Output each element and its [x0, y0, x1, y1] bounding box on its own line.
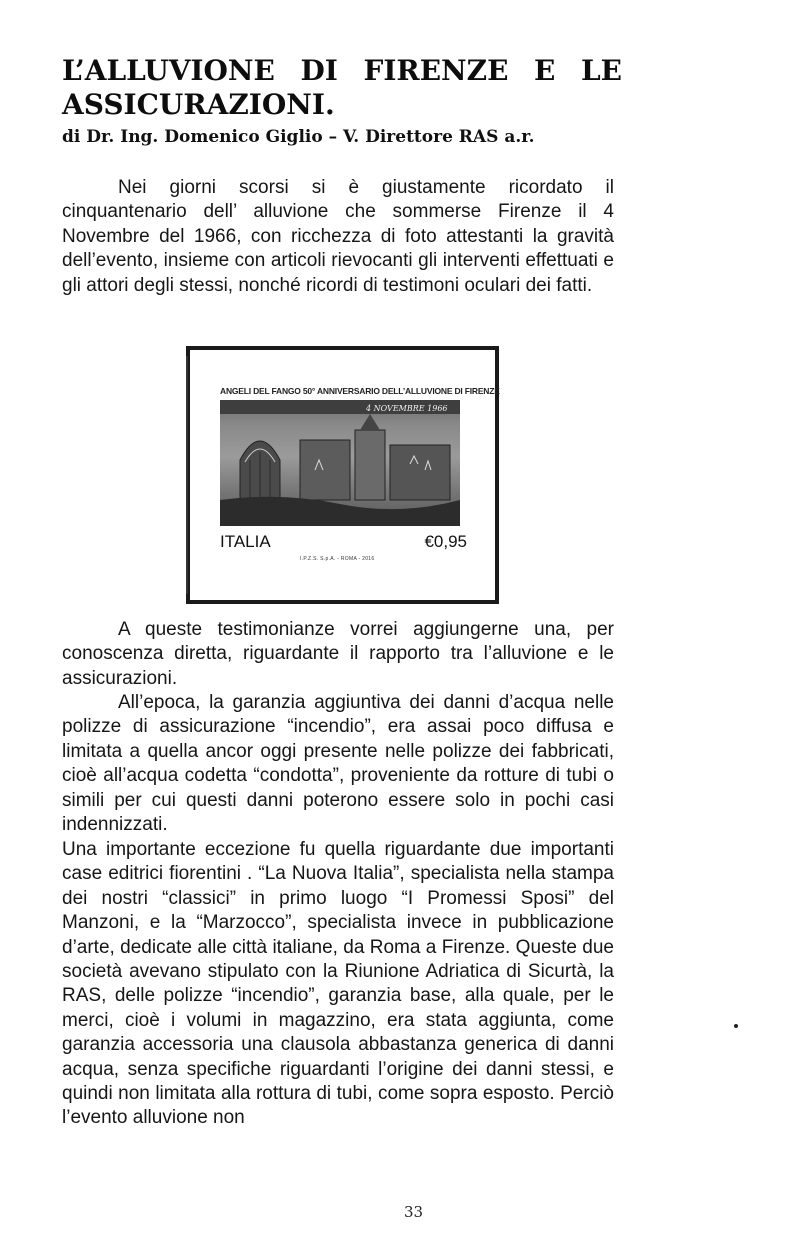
scan-speck: [734, 1024, 738, 1028]
tower-roof: [360, 414, 380, 430]
flood-water: [220, 497, 460, 526]
stamp-figure: [186, 346, 499, 604]
stamp-value: €0,95: [424, 532, 467, 551]
paragraph-2: A queste testimonianze vorrei aggiungerne una, per conoscenza diretta, riguardante il rapporto tra l’alluvione e le assicurazioni.: [62, 619, 614, 689]
stamp-header: ANGELI DEL FANGO 50° ANNIVERSARIO DELL’ALLUVIONE DI FIRENZE: [220, 386, 500, 396]
article-byline: di Dr. Ing. Domenico Giglio – V. Direttore RAS a.r.: [62, 127, 535, 147]
stamp-drawing: [220, 400, 460, 526]
stamp-country: ITALIA: [220, 532, 271, 551]
building-2: [355, 430, 385, 500]
building-1: [300, 440, 350, 500]
paragraph-3: All’epoca, la garanzia aggiuntiva dei danni d’acqua nelle polizze di assicurazione “incendio”, era assai poco diffusa e limitata a quella ancor oggi presente nelle polizze dei fabbricati, cioè all’acqua codetta “condotta”, proveniente da rotture di tubi o simili per cui questi danni poterono essere solo in pochi casi indennizzati.: [62, 692, 614, 836]
stamp-illustration: [220, 400, 460, 526]
paragraph-4: Una importante eccezione fu quella riguardante due importanti case editrici fiorentini . “La Nuova Italia”, specialista nella stampa dei nostri “classici” in primo luogo “I Promessi Sposi” del Manzoni, e la “Marzocco”, specialista invece in pubblicazione d’arte, dedicate alle città italiane, da Roma a Firenze. Queste due società avevano stipulato con la Riunione Adriatica di Sicurtà, la RAS, delle polizze “incendio”, garanzia base, alla quale, per le merci, cioè i volumi in magazzino, era stata aggiunta, come garanzia accessoria una clausola abbastanza generica di danni acqua, senza specifiche riguardanti l’origine dei danni stessi, e quindi non limitata alla rottura di tubi, come sopra esposto. Perciò l’evento alluvione non: [62, 839, 614, 1129]
article-title-line-2: ASSICURAZIONI.: [62, 88, 335, 121]
stamp-date: 4 NOVEMBRE 1966: [366, 404, 448, 413]
building-3: [390, 445, 450, 500]
article-title-line-1: L’ALLUVIONE DI FIRENZE E LE: [62, 54, 622, 87]
paragraph-1: Nei giorni scorsi si è giustamente ricordato il cinquantenario dell’ alluvione che sommerse Firenze il 4 Novembre del 1966, con ricchezza di foto attestanti la gravità dell’evento, insieme con articoli rievocanti gli interventi effettuati e gli attori degli stessi, nonché ricordi di testimoni oculari dei fatti.: [62, 177, 614, 296]
page-number: 33: [404, 1203, 424, 1221]
stamp-imprint: I.P.Z.S. S.p.A. - ROMA - 2016: [300, 556, 375, 562]
